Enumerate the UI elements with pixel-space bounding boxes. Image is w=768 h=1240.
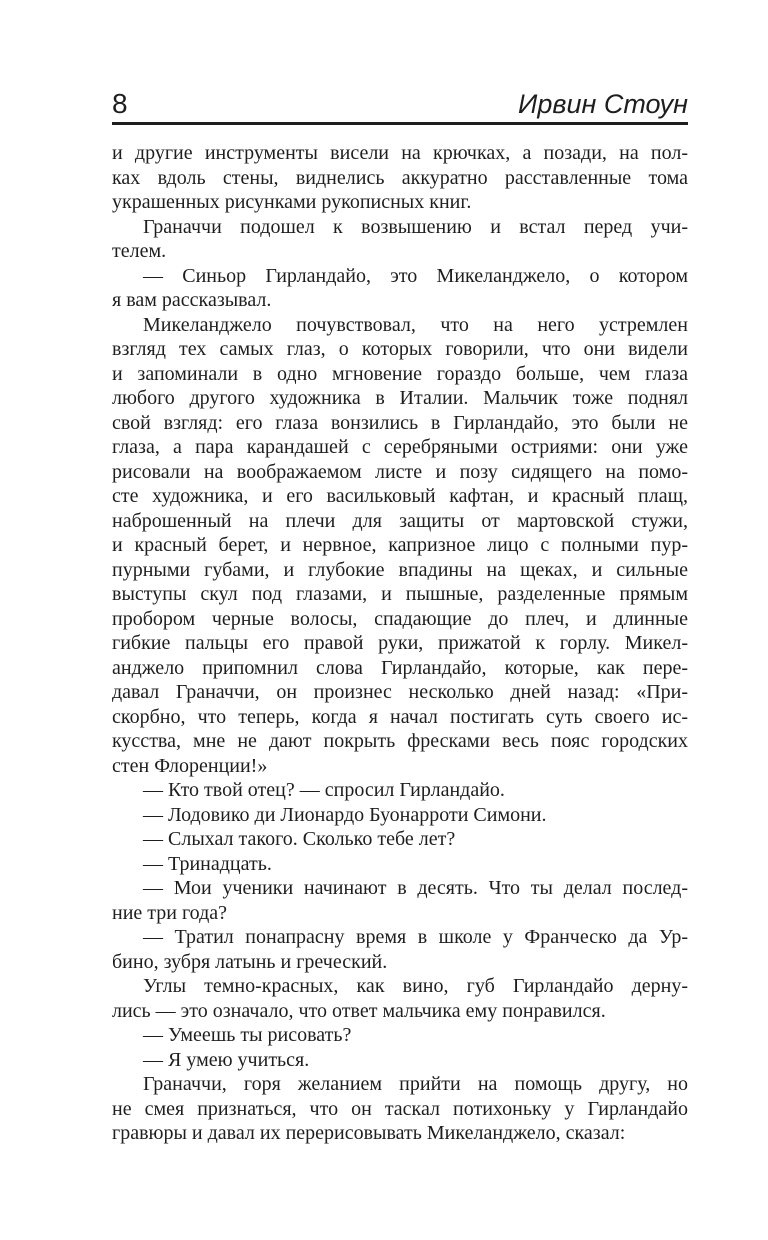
text-line: я вам рассказывал. <box>112 289 272 311</box>
text-line: скорбно, что теперь, когда я начал постигать суть своего ис- <box>112 705 688 728</box>
text-line: кусства, мне не дают покрыть фресками весь пояс городских <box>112 730 688 752</box>
text-line: сте художника, и его васильковый кафтан, и красный плащ, <box>112 485 688 507</box>
running-head: Ирвин Стоун <box>518 89 688 119</box>
text-line: свой взгляд: его глаза вонзились в Гирландайо, это были не <box>112 411 688 434</box>
text-line: и запоминали в одно мгновение гораздо больше, чем глаза <box>112 362 688 385</box>
text-line: любого другого художника в Италии. Мальчик тоже поднял <box>112 387 688 409</box>
text-line: — Тринадцать. <box>143 852 272 875</box>
text-line: пурными губами, и глубокие впадины на щеках, и сильные <box>112 558 688 581</box>
text-line: — Тратил понапрасну время в школе у Франческо да Ур- <box>143 926 688 948</box>
text-line: стен Флоренции!» <box>112 754 268 777</box>
text-line: давал Граначчи, он произнес несколько дней назад: «При- <box>112 681 688 703</box>
text-line: взгляд тех самых глаз, о которых говорили, что они видели <box>112 338 688 360</box>
text-line: украшенных рисунками рукописных книг. <box>112 191 472 213</box>
text-line: глаза, а пара карандашей с серебряными остриями: они уже <box>112 436 688 458</box>
text-line: — Умеешь ты рисовать? <box>143 1024 352 1046</box>
text-line: ках вдоль стены, виднелись аккуратно расставленные тома <box>112 166 688 189</box>
text-line: — Слыхал такого. Сколько тебе лет? <box>143 828 456 850</box>
text-line: — Мои ученики начинают в десять. Что ты делал послед- <box>143 877 688 899</box>
text-line: гравюры и давал их перерисовывать Микеланджело, сказал: <box>112 1122 626 1144</box>
text-line: ние три года? <box>112 901 228 924</box>
text-line: Углы темно-красных, как вино, губ Гирландайо дерну- <box>143 975 688 997</box>
text-line: анджело припомнил слова Гирландайо, которые, как пере- <box>112 656 688 679</box>
text-line: телем. <box>112 240 167 262</box>
text-line: Микеланджело почувствовал, что на него устремлен <box>143 313 688 336</box>
text-line: — Лодовико ди Лионардо Буонарроти Симони. <box>143 803 547 826</box>
text-line: и другие инструменты висели на крючках, а позади, на пол- <box>112 142 688 164</box>
header-row <box>112 90 688 118</box>
text-line: гибкие пальцы его правой руки, прижатой к горлу. Микел- <box>112 632 688 654</box>
text-line: Граначчи подошел к возвышению и встал перед учи- <box>143 215 688 238</box>
page-header <box>112 90 688 125</box>
text-line: Граначчи, горя желанием прийти на помощь другу, но <box>143 1073 688 1095</box>
text-line: пробором черные волосы, спадающие до плеч, и длинные <box>112 607 688 630</box>
text-block <box>112 141 688 1146</box>
text-line: и красный берет, и нервное, капризное лицо с полными пур- <box>112 534 688 556</box>
header-rule <box>112 122 688 125</box>
text-line: наброшенный на плечи для защиты от мартовской стужи, <box>112 509 688 532</box>
text-line: рисовали на воображаемом листе и позу сидящего на помо- <box>112 460 688 483</box>
text-line: — Синьор Гирландайо, это Микеланджело, о котором <box>143 264 688 287</box>
text-line: выступы скул под глазами, и пышные, разделенные прямым <box>112 583 688 605</box>
text-line: — Я умею учиться. <box>143 1048 310 1071</box>
text-line: не смея признаться, что он таскал потихоньку у Гирландайо <box>112 1097 688 1120</box>
page-number: 8 <box>112 88 128 119</box>
text-line: лись — это означало, что ответ мальчика ему понравился. <box>112 999 606 1022</box>
text-line: — Кто твой отец? — спросил Гирландайо. <box>143 779 505 801</box>
text-line: бино, зубря латынь и греческий. <box>112 950 388 973</box>
